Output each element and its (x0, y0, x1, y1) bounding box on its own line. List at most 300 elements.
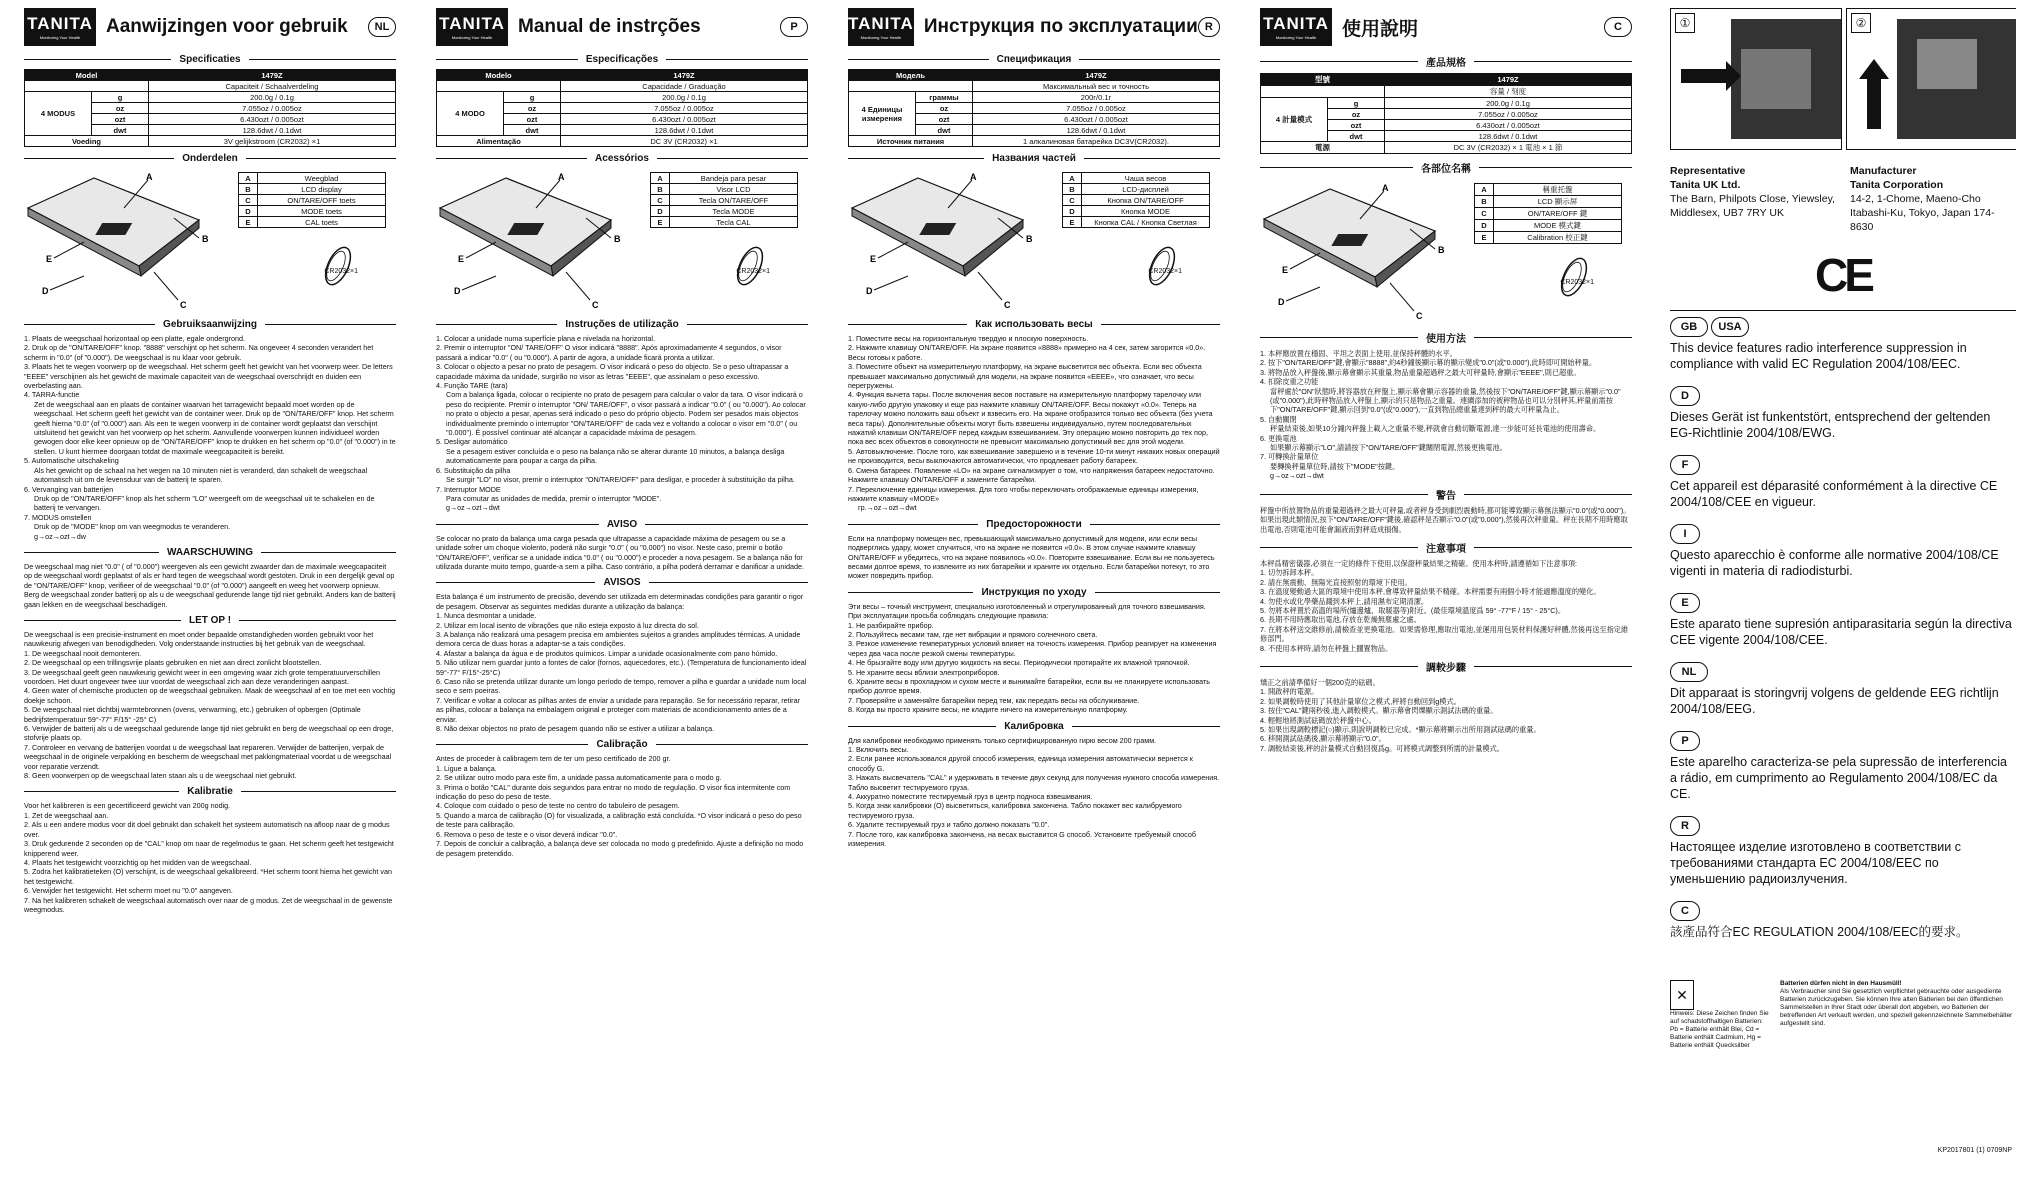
text-line: 3. Druk gedurende 2 seconden op de "CAL" knop om naar de regelmodus te gaan. Het scherm geeft het testgewicht knipperend weer. (24, 839, 394, 858)
legend-key: A (1475, 184, 1494, 196)
text-line: De weegschaal is een precisie-instrument en moet onder bepaalde omstandigheden worden gebruikt voor het nauwkeurig afwegen van benodigdheden. Volg onderstaande instructies bij het gebruik van de weegschaal. (24, 629, 374, 649)
text-line: 7. После того, как калибровка закончена, на весах выставится G способ. Установите требуемый способ измерения. (848, 829, 1196, 849)
text-line: 6. Verwijder de batterij als u de weegschaal gedurende lange tijd niet gebruikt en berg de weegschaal op een droge, stofvrije plaats op. (24, 724, 394, 743)
text-line: 1. 開啟秤的電源。 (1260, 687, 1319, 697)
tanita-logo (436, 8, 508, 46)
legend-row (1475, 196, 1622, 208)
legend-key: D (1063, 206, 1082, 217)
text-line: 4. TARRA-functie (24, 390, 80, 400)
text-line: 3. De weegschaal geeft geen nauwkeurig gewicht weer in een omgeving waar zich grote temperatuurverschillen voordoen. Het duurt ongeveer twee uur voordat de weegschaal zich aan deze veranderingen aanpast. (24, 667, 380, 686)
column-nl (24, 8, 396, 1158)
country-badge: USA (1711, 317, 1749, 337)
text-line: g→oz→ozt→dwt (1270, 471, 1324, 481)
legend-row (239, 195, 386, 206)
svg-text:E: E (1282, 265, 1289, 275)
power-label: 電源 (1261, 142, 1385, 154)
warning-heading-text: Предосторожности (986, 518, 1082, 530)
unit-name: dwt (92, 125, 149, 136)
unit-value: 128.6dwt / 0.1dwt (973, 125, 1220, 136)
calibration-heading (1260, 659, 1632, 674)
legend-value: Чаша весов (1082, 173, 1210, 184)
legend-key: E (239, 217, 258, 228)
caution-heading (24, 615, 396, 626)
calibration-steps (1260, 678, 1632, 753)
parts-heading (436, 153, 808, 164)
parts-diagram (1260, 179, 1632, 324)
model-label: Model (25, 70, 149, 81)
spec-table (1260, 73, 1632, 154)
modes-label: 4 MODO (437, 92, 504, 136)
man-name: Tanita Corporation (1850, 179, 1944, 191)
spec-table (848, 69, 1220, 147)
text-line: 4. Функция вычета тары. После включения весов поставьте на измерительную платформу тарелочку или какую-либо другую упаковку и еще раз нажмите клавишу ON/TARE/OFF. Весы покажут «0.0». Теперь на тарелочку можно положить ваш объект и взвесить его. На экране отобразится только вес объекта (без учета веса тары). Дополнительные объекты могут быть взвешены индивидуально, путем последовательных нажатий клавиши ON/TARE/OFF перед каждым взвешиванием. Эту операцию можно повторить до тех пор, пока вес всех объектов в совокупности не превысит максимально допустимый вес для этой модели. (848, 390, 1213, 447)
parts-heading (848, 153, 1220, 164)
text-line: Эти весы – точный инструмент, специально изготовленный и отрегулированный для точного взвешивания. При эксплуатации просьба соблюдать следующие правила: (848, 601, 1206, 621)
unit-name: dwt (916, 125, 973, 136)
text-line: 2. Premir o interruptor "ON/ TARE/OFF" O visor indicará "8888". Após aproximadamente 4 segundos, o visor passará a indicar "0.0" ( ou "0.000"). A partir de agora, a unidade ficará pronta a utilizar. (436, 343, 782, 362)
warning-heading-text: WAARSCHUWING (166, 546, 254, 558)
legend-key: B (1063, 184, 1082, 195)
battery-figure-1 (1670, 8, 1842, 150)
battery-label: CR2032×1 (1148, 268, 1182, 275)
tanita-logo (1260, 8, 1332, 46)
text-line: 2. Нажмите клавишу ON/TARE/OFF. На экране появится «8888» примерно на 4 сек, затем загорится «0.0». Весы готовы к работе. (848, 343, 1206, 362)
legend-row (1063, 173, 1210, 184)
figure-number: ② (1851, 13, 1871, 33)
unit-value: 7.055oz / 0.005oz (561, 103, 808, 114)
manual-title: Инструкция по эксплуатации (923, 16, 1198, 37)
usage-heading (1260, 330, 1632, 345)
unit-name: oz (1328, 109, 1385, 120)
legend-value: Visor LCD (670, 184, 798, 195)
parts-heading (1260, 160, 1632, 175)
legend-row (239, 173, 386, 184)
calibration-steps (848, 736, 1220, 849)
legend-row (239, 206, 386, 217)
compliance-text: 該產品符合EC REGULATION 2004/108/EEC的要求。 (1670, 925, 1969, 939)
rep-name: Tanita UK Ltd. (1670, 179, 1741, 191)
svg-text:A: A (146, 172, 153, 182)
unit-name: ozt (1328, 120, 1385, 131)
text-line: 1. 切勿拆卸本秤。 (1260, 568, 1319, 578)
legend-row (1475, 208, 1622, 220)
usage-heading-text: Gebruiksaanwijzing (163, 319, 257, 330)
brand-name: TANITA (848, 14, 914, 33)
legend-key: B (1475, 196, 1494, 208)
text-line: Druk op de "MODE" knop om van weegmodus te veranderen. (34, 522, 231, 532)
legend-value: ON/TARE/OFF toets (258, 195, 386, 206)
text-line: 5. 自動關閉 (1260, 414, 1297, 424)
legend-key: A (239, 173, 258, 184)
compliance-item (1670, 455, 2016, 510)
specs-heading (436, 54, 808, 65)
unit-value: 128.6dwt / 0.1dwt (1385, 131, 1632, 142)
compliance-text: Este aparelho caracteriza-se pela supressão de interferencia a rádio, em cumprimento ao Regulamento 2004/108/EC da CE. (1670, 755, 2007, 801)
legend-key: E (1475, 232, 1494, 244)
usage-heading (848, 319, 1220, 330)
svg-text:B: B (1438, 245, 1445, 255)
legend-value: Tecla MODE (670, 206, 798, 217)
text-line: 7. Controleer en vervang de batterijen voordat u de weegschaal laat repareren. Verwijder de batterijen, verpak de weegschaal in de originele verpakking en bescherm de weegschaal met pakkingmateriaal voordat u de weegschaal voor reparatie verzendt. (24, 742, 392, 771)
legend-row (651, 206, 798, 217)
battery-illustration-1 (1671, 9, 1841, 149)
text-line: 3. A balança não realizará uma pesagem precisa em ambientes sujeitos a grandes amplitudes térmicas. A unidade demora cerca de duas horas a adaptar-se a tais condições. (436, 629, 801, 649)
header (1260, 8, 1632, 46)
power-value: DC 3V (CR2032) × 1 電池 × 1 節 (1385, 142, 1632, 154)
model-label: 型號 (1261, 74, 1385, 86)
text-line: 如果顯示幕顯示"LO",請請按下"ON/TARE/OFF"鍵關閉電源,然後更換電池。 (1270, 443, 1507, 453)
battery-label: CR2032×1 (1560, 279, 1594, 286)
legend-key: C (239, 195, 258, 206)
text-line: 5. 勿將本秤置於高溫的場所(爐邊爐、取暖器等)附近。(最佳環境溫度爲 59° -77°F / 15° - 25°C)。 (1260, 605, 1566, 615)
text-line: 4. 扣除皮重之功能 (1260, 377, 1319, 387)
compliance-item (1670, 386, 2016, 441)
rep-addr2: Middlesex, UB7 7RY UK (1670, 207, 1784, 219)
text-line: 2. De weegschaal op een trillingsvrije plaats gebruiken en niet aan direct zonlicht blootstellen. (24, 658, 322, 668)
legend-row (651, 195, 798, 206)
legend-key: E (651, 217, 670, 228)
compliance-item (1670, 317, 2016, 372)
parts-heading-text: 各部位名稱 (1421, 164, 1471, 175)
model-value: 1479Z (149, 70, 396, 81)
text-line: 6. Удалите тестируемый груз и табло должно показать "0.0". (848, 820, 1050, 830)
text-line: 4. 勿使水或化學藥品濺到本秤上,請用濕布定期清潔。 (1260, 596, 1429, 606)
legend-key: A (651, 173, 670, 184)
calibration-heading (436, 739, 808, 750)
text-line: 7. Переключение единицы измерения. Для того чтобы переключать отображаемые единицы измерения, нажмите клавишу «MODE» (848, 484, 1199, 503)
legend-value: Tecla ON/TARE/OFF (670, 195, 798, 206)
text-line: Для калибровки необходимо применять только сертифицированную гирю весом 200 грамм. (848, 735, 1157, 745)
usage-heading (436, 319, 808, 330)
legend-row (651, 173, 798, 184)
text-line: 4. Аккуратно поместите тестируемый груз в центр подноса взвешивания. (848, 792, 1093, 802)
warning-paragraph: Se colocar no prato da balança uma carga pesada que ultrapasse a capacidade máxima de pesagem ou se a unidade sofrer um choque violento, poderá não surgir "0.0" ( ou "0.000") no visor. Neste caso, premir o botão "ON/TARE/OFF", verificar se a unidade indica "0.0" ( ou "0.000") e proceder a nova pesagem. Se a balança não for utilizada durante muito tempo, guarde-a sem a pilha. Caso contrário, a pilha poderá derramar e danificar a unidade. (436, 533, 804, 571)
text-line: гр.→oz→ozt→dwt (858, 503, 917, 513)
text-line: 8. Когда вы просто храните весы, не кладите ничего на измерительную платформу. (848, 705, 1128, 715)
text-line: 7. 可轉換計量單位 (1260, 452, 1319, 462)
text-line: g→oz→ozt→dw (34, 531, 86, 541)
calibration-heading-text: Калибровка (1004, 720, 1064, 732)
man-title: Manufacturer (1850, 165, 1917, 177)
svg-text:C: C (180, 300, 187, 310)
header (848, 8, 1220, 46)
power-value: 1 алкалиновая батарейка DC3V(CR2032). (973, 136, 1220, 147)
svg-text:A: A (970, 172, 977, 182)
brand-name: TANITA (27, 14, 93, 33)
language-badge: NL (368, 17, 396, 37)
country-badge: GB (1670, 317, 1708, 337)
man-addr2: Itabashi-Ku, Tokyo, Japan 174-8630 (1850, 207, 1995, 233)
text-line: 1. 本秤應放置在穩固、平坦之表面上使用,並保持秤體的水平。 (1260, 349, 1457, 358)
rep-addr1: The Barn, Philpots Close, Yiewsley, (1670, 193, 1835, 205)
model-label: Modelo (437, 70, 561, 81)
calibration-heading (848, 721, 1220, 732)
unit-value: 6.430ozt / 0.005ozt (973, 114, 1220, 125)
language-badge: C (1604, 17, 1632, 37)
usage-heading-text: Как использовать весы (975, 319, 1093, 330)
svg-text:B: B (202, 234, 209, 244)
legend-row (651, 184, 798, 195)
calibration-heading (24, 786, 396, 797)
legend-row (1475, 232, 1622, 244)
specs-heading-text: Спецификация (996, 54, 1072, 65)
usage-heading (24, 319, 396, 330)
compliance-item (1670, 524, 2016, 579)
svg-text:A: A (1382, 183, 1389, 193)
unit-name: g (92, 92, 149, 103)
warning-paragraph: 秤盤中所放置物品的重量超過秤之最大可秤量,或者秤身受到劇烈震動時,都可能導致顯示幕無法顯示"0.0"(或"0.000")。如果出現此類情況,按下"ON/TARE/OFF"鍵後,確認秤是否顯示"0.0"(或"0.000"),然後再次秤重量。秤在長期不用時應取出電池,否則電池可能會漏液而對秤造成損傷。 (1260, 505, 1631, 534)
column-c (1260, 8, 1632, 1158)
text-line: 5. Zodra het kalibratieteken (O) verschijnt, is de weegschaal gekalibreerd. *Het scherm toont hierna het gewicht van het testgewicht. (24, 867, 392, 886)
parts-heading-text: Названия частей (992, 153, 1076, 164)
model-label: Модель (849, 70, 973, 81)
legend-value: Bandeja para pesar (670, 173, 798, 184)
text-line: 5. Não utilizar nem guardar junto a fontes de calor (fornos, aquecedores, etc.). (Temperatura de funcionamento ideal 59°-77° F/15°-25°C) (436, 658, 807, 677)
specs-heading (24, 54, 396, 65)
warning-heading-text: AVISO (606, 518, 638, 530)
svg-text:D: D (454, 286, 461, 296)
text-line: 5. Не храните весы вблизи электроприборов. (848, 667, 1000, 677)
unit-name: g (1328, 98, 1385, 109)
text-line: 4. Geen water of chemische producten op de weegschaal gebruiken. Maak de weegschaal af en toe met een vochtig doekje schoon. (24, 686, 396, 705)
text-line: 6. Substituição da pilha (436, 465, 511, 475)
text-line: 3. Plaats het te wegen voorwerp op de weegschaal. Het scherm geeft het gewicht van het voorwerp weer. De letters "EEEE" verschijnen als het gewicht de maximale capaciteit van de weegschaal overschrijdt en duiden een overbelasting aan. (24, 362, 393, 391)
unit-value: 7.055oz / 0.005oz (149, 103, 396, 114)
model-value: 1479Z (561, 70, 808, 81)
text-line: 3. 在溫度變動過大區的環境中使用本秤,會導致秤量結果不精確。本秤需要有兩個小時才能適應溫度的變化。 (1260, 587, 1601, 597)
warning-heading-text: 警告 (1436, 490, 1456, 502)
parts-legend (1062, 172, 1210, 228)
manufacturer-block (1850, 164, 2016, 234)
tanita-logo (24, 8, 96, 46)
legend-row (1063, 217, 1210, 228)
compliance-item (1670, 662, 2016, 717)
unit-name: dwt (504, 125, 561, 136)
text-line: 2. Se utilizar outro modo para este fim, a unidade passa automaticamente para o modo g. (436, 773, 722, 783)
calibration-heading-text: Kalibratie (187, 786, 233, 798)
text-line: 2. Als u een andere modus voor dit doel gebruikt dan schakelt het systeem automatisch na afloop naar de g modus over. (24, 820, 390, 839)
model-value: 1479Z (1385, 74, 1632, 86)
svg-text:C: C (1416, 311, 1423, 321)
caution-list (1260, 559, 1632, 653)
modes-label: 4 計量模式 (1261, 98, 1328, 142)
compliance-item (1670, 816, 2016, 887)
legend-row (1063, 184, 1210, 195)
text-line: 3. Нажать высвечатель "CAL" и удерживать в течение двух секунд для получения нужного способа измерения. Табло высветит тестируемого груза. (848, 773, 1220, 792)
text-line: 7. Verificar e voltar a colocar as pilhas antes de enviar a unidade para reparação. Se for necessário reparar, retirar as pilhas, colocar a balança na embalagem original e proteger com materiais de acondicionamento antes de a enviar. (436, 695, 800, 724)
compliance-list (1670, 317, 2016, 940)
power-label: Voeding (25, 136, 149, 147)
text-line: Se a pesagem estiver concluída e o peso na balança não se alterar durante 10 minutos, a balança desliga automaticamente para poupar a carga da pilha. (446, 446, 785, 466)
svg-text:A: A (558, 172, 565, 182)
text-line: 6. 更換電池 (1260, 433, 1297, 443)
legend-key: D (1475, 220, 1494, 232)
brand-tagline: Monitoring Your Health (39, 35, 81, 40)
warning-text (24, 562, 396, 609)
text-line: 4. 輕輕地將測試砝碼放於秤盤中心。 (1260, 715, 1376, 725)
text-line: 當秤處於"ON"狀態時,將容器放在秤盤上,顯示幕會顯示容器的重量,然後按下"ON/TARE/OFF"鍵,顯示幕顯示"0.0"(或"0.000"),此時秤物品放入秤盤上,顯示的只是物品之重量。連續添加的被秤物品也可以分別秤其,秤量前需按下"ON/TARE/OFF"鍵,顯示回到"0.0"(或"0.000"),一直到物品總重量達到秤的最大可秤量為止。 (1270, 386, 1621, 415)
text-line: 3. Поместите объект на измерительную платформу, на экране высветится вес объекта. Если вес объекта превышает максимально допустимый для модели, на экране появится «EEEE», что означает, что весы перегружены. (848, 362, 1202, 391)
text-line: 6. Verwijder het testgewicht. Het scherm moet nu "0.0" aangeven. (24, 886, 233, 896)
header (436, 8, 808, 46)
text-line: 3. 將物品放入秤盤後,顯示幕會顯示其重量,物品重量超過秤之最大可秤量時,會顯示"EEEE",則已超重。 (1260, 367, 1581, 377)
warning-text (1260, 506, 1632, 534)
parts-diagram (436, 168, 808, 313)
text-line: 3. Резкое изменение температурных условий влияет на точность измерения. Прибор реагирует на изменения через два часа после резкой смены температуры. (848, 639, 1217, 658)
legend-row (1063, 195, 1210, 206)
caution-heading-text: Инструкция по уходу (981, 586, 1087, 598)
crossed-bin-icon: ✕ (1670, 980, 1694, 1010)
caution-heading-text: LET OP ! (188, 614, 232, 626)
text-line: 6. 長期不用時應取出電池,存放在乾燥無塵處之處。 (1260, 615, 1421, 625)
text-line: Als het gewicht op de schaal na het wegen na 10 minuten niet is veranderd, dan schakelt de weegschaal automatisch uit om de levensduur van de batterij te sparen. (34, 465, 368, 485)
legend-value: LCD display (258, 184, 386, 195)
manual-title: 使用說明 (1342, 18, 1419, 40)
unit-name: ozt (916, 114, 973, 125)
country-badge: P (1670, 731, 1700, 751)
calibration-heading-text: Calibração (596, 739, 648, 751)
battery-disposal-notice (1670, 980, 2016, 1050)
legend-row (239, 217, 386, 228)
unit-value: 200.0g / 0.1g (149, 92, 396, 103)
caution-heading (1260, 540, 1632, 555)
power-value: DC 3V (CR2032) ×1 (561, 136, 808, 147)
text-line: 8. Geen voorwerpen op de weegschaal laten staan als u de weegschaal niet gebruikt. (24, 771, 297, 781)
compliance-text: Dieses Gerät ist funkentstört, entsprechend der geltenden EG-Richtlinie 2004/108/EWG. (1670, 410, 1991, 440)
text-line: 5. De weegschaal niet dichtbij warmtebronnen (ovens, verwarming, etc.) gebruiken of opbergen (Optimale bedrijfstemperatuur 59°-77° F/15° -25° C) (24, 705, 361, 724)
parts-legend (650, 172, 798, 228)
text-line: 7. Depois de concluir a calibração, a balança deve ser colocada no modo g predefinido. Ajuste a definição no modo de pesagem pretendido. (436, 839, 804, 858)
text-line: 2. Utilizar em local isento de vibrações que não esteja exposto à luz directa do sol. (436, 620, 699, 630)
compliance-item (1670, 731, 2016, 802)
brand-name: TANITA (1263, 14, 1329, 33)
svg-text:C: C (1004, 300, 1011, 310)
warning-text (848, 534, 1220, 581)
manual-title: Manual de instrções (518, 16, 701, 37)
text-line: 2. 如果調較時使用了其他計量單位之模式,秤將自動回到g模式。 (1260, 696, 1461, 706)
spec-table (436, 69, 808, 147)
text-line: 3. 按住"CAL"鍵兩秒後,進入調較模式。顯示幕會閃爍顯示測試法碼的重量。 (1260, 706, 1498, 716)
capacity-header: 容量 / 刻度 (1385, 86, 1632, 98)
warning-heading (1260, 487, 1632, 502)
calibration-steps (24, 801, 396, 914)
text-line: 4. Função TARE (tara) (436, 381, 508, 391)
svg-text:B: B (1026, 234, 1033, 244)
legend-value: Weegblad (258, 173, 386, 184)
text-line: 1. Включить весы. (848, 745, 909, 755)
parts-legend (1474, 183, 1622, 244)
text-line: 6. Храните весы в прохладном и сухом месте и вынимайте батарейки, если вы не планируете использовать прибор долгое время. (848, 677, 1210, 696)
warning-heading (436, 519, 808, 530)
country-badge: C (1670, 901, 1700, 921)
legend-row (1475, 220, 1622, 232)
compliance-item (1670, 901, 2016, 940)
language-badge: P (780, 17, 808, 37)
usage-heading-text: 使用方法 (1426, 334, 1466, 345)
manual-title: Aanwijzingen voor gebruik (106, 16, 348, 37)
unit-name: граммы (916, 92, 973, 103)
text-line: Antes de proceder à calibragem tem de ter um peso certificado de 200 gr. (436, 754, 671, 764)
legend-value: Кнопка MODE (1082, 206, 1210, 217)
legend-value: MODE toets (258, 206, 386, 217)
unit-name: oz (92, 103, 149, 114)
svg-text:E: E (870, 254, 877, 264)
warning-paragraph: De weegschaal mag niet "0.0" ( of "0.000") weergeven als een gewicht zwaarder dan de maximale weegcapaciteit op de weegschaal wordt geplaatst of als er hard tegen de weegschaal wordt gestoten. Druk in een dergelijk geval op de "ON/TARE/OFF" knop, verifieer of de weegschaal "0.0" (of "0.000") aangeeft en weeg het voorwerp opnieuw. Berg de weegschaal zonder batterij op als u de weegschaal gedurende lange tijd niet gebruikt. Anders kan de batterij gaan lekken en de weegschaal beschadigen. (24, 561, 396, 609)
legend-value: Кнопка ON/TARE/OFF (1082, 195, 1210, 206)
text-line: 5. Когда знак калибровки (O) высветиться, калибровка закончена. Табло покажет вес калибруемого тестируемого груза. (848, 801, 1182, 820)
battery-label: CR2032×1 (324, 268, 358, 275)
unit-value: 128.6dwt / 0.1dwt (149, 125, 396, 136)
country-badge: E (1670, 593, 1700, 613)
text-line: Druk op de "ON/TARE/OFF" knop als het scherm "LO" weergeeft om de weegschaal uit te schakelen en de batterij te vervangen. (34, 493, 375, 513)
caution-list (436, 592, 808, 733)
country-badge: R (1670, 816, 1700, 836)
text-line: 7. MODUS omstellen (24, 512, 92, 522)
language-badge: R (1198, 17, 1220, 37)
legend-value: ON/TARE/OFF 鍵 (1494, 208, 1622, 220)
text-line: 要轉換秤量單位時,請按下"MODE"按鍵。 (1270, 461, 1400, 471)
parts-heading-text: Acessórios (595, 153, 649, 164)
text-line: 1. Не разбирайте прибор. (848, 620, 934, 630)
country-badge: I (1670, 524, 1700, 544)
text-line: 5. 如果出現調較標記(○)顯示,則說明調較已完成。*顯示幕將顯示出所用測試砝碼的重量。 (1260, 725, 1541, 734)
column-info (1670, 8, 2016, 1158)
battery-label: CR2032×1 (736, 268, 770, 275)
caution-list (24, 630, 396, 781)
text-line: 2. Пользуйтесь весами там, где нет вибрации и прямого солнечного света. (848, 629, 1098, 639)
svg-text:D: D (866, 286, 873, 296)
battery-figure-2 (1846, 8, 2016, 150)
usage-instructions (1260, 349, 1632, 481)
unit-name: oz (916, 103, 973, 114)
column-p (436, 8, 808, 1158)
tanita-logo (848, 8, 914, 46)
compliance-text: Cet appareil est déparasité conformément à la directive CE 2004/108/CEE en vigueur. (1670, 479, 1998, 509)
usage-heading-text: Instruções de utilização (565, 319, 679, 330)
usage-instructions (24, 334, 396, 541)
text-line: g→oz→ozt→dwt (446, 503, 500, 513)
power-label: Alimentação (437, 136, 561, 147)
unit-name: dwt (1328, 131, 1385, 142)
caution-heading-text: AVISOS (603, 577, 641, 589)
compliance-text: This device features radio interference suppression in compliance with valid EC Regulation 2004/108/EEC. (1670, 341, 1967, 371)
calibration-heading-text: 調較步驟 (1426, 662, 1466, 674)
figure-number: ① (1675, 13, 1695, 33)
unit-value: 200г/0.1г (973, 92, 1220, 103)
unit-name: ozt (504, 114, 561, 125)
text-line: 5. Quando a marca de calibração (O) for visualizada, a calibração está concluída. *O visor indicará o peso do peso de teste para calibração. (436, 810, 802, 830)
unit-value: 6.430ozt / 0.005ozt (561, 114, 808, 125)
text-line: 7. Na het kalibreren schakelt de weegschaal automatisch over naar de g modus. Zet de weegschaal in de gewenste weegmodus. (24, 895, 393, 914)
svg-text:B: B (614, 234, 621, 244)
text-line: Para comutar as unidades de medida, premir o interruptor "MODE". (446, 493, 662, 503)
specs-heading (848, 54, 1220, 65)
caution-heading-text: 注意事項 (1426, 543, 1466, 555)
compliance-text: Dit apparaat is storingvrij volgens de geldende EEG richtlijn 2004/108/EEG. (1670, 686, 1999, 716)
legend-key: A (1063, 173, 1082, 184)
representative-block (1670, 164, 1836, 234)
legend-key: E (1063, 217, 1082, 228)
legend-row (239, 184, 386, 195)
text-line: 7. 調較結束後,秤的計量模式自動回復爲g。可將模式調整到所需的計量模式。 (1260, 743, 1504, 753)
compliance-text: Настоящее изделие изготовлено в соответствии с требованиями стандарта EC 2004/108/EEC по уменьшению радиоизлучения. (1670, 840, 1961, 886)
capacity-header: Максимальный вес и точность (973, 81, 1220, 92)
column-r (848, 8, 1220, 1158)
capacity-header: Capaciteit / Schaalverdeling (149, 81, 396, 92)
text-line: Se surgir "LO" no visor, premir o interruptor "ON/TARE/OFF" para desligar, e proceder à substituição da pilha. (446, 475, 795, 485)
unit-name: oz (504, 103, 561, 114)
specs-heading-text: Especificações (585, 54, 659, 65)
